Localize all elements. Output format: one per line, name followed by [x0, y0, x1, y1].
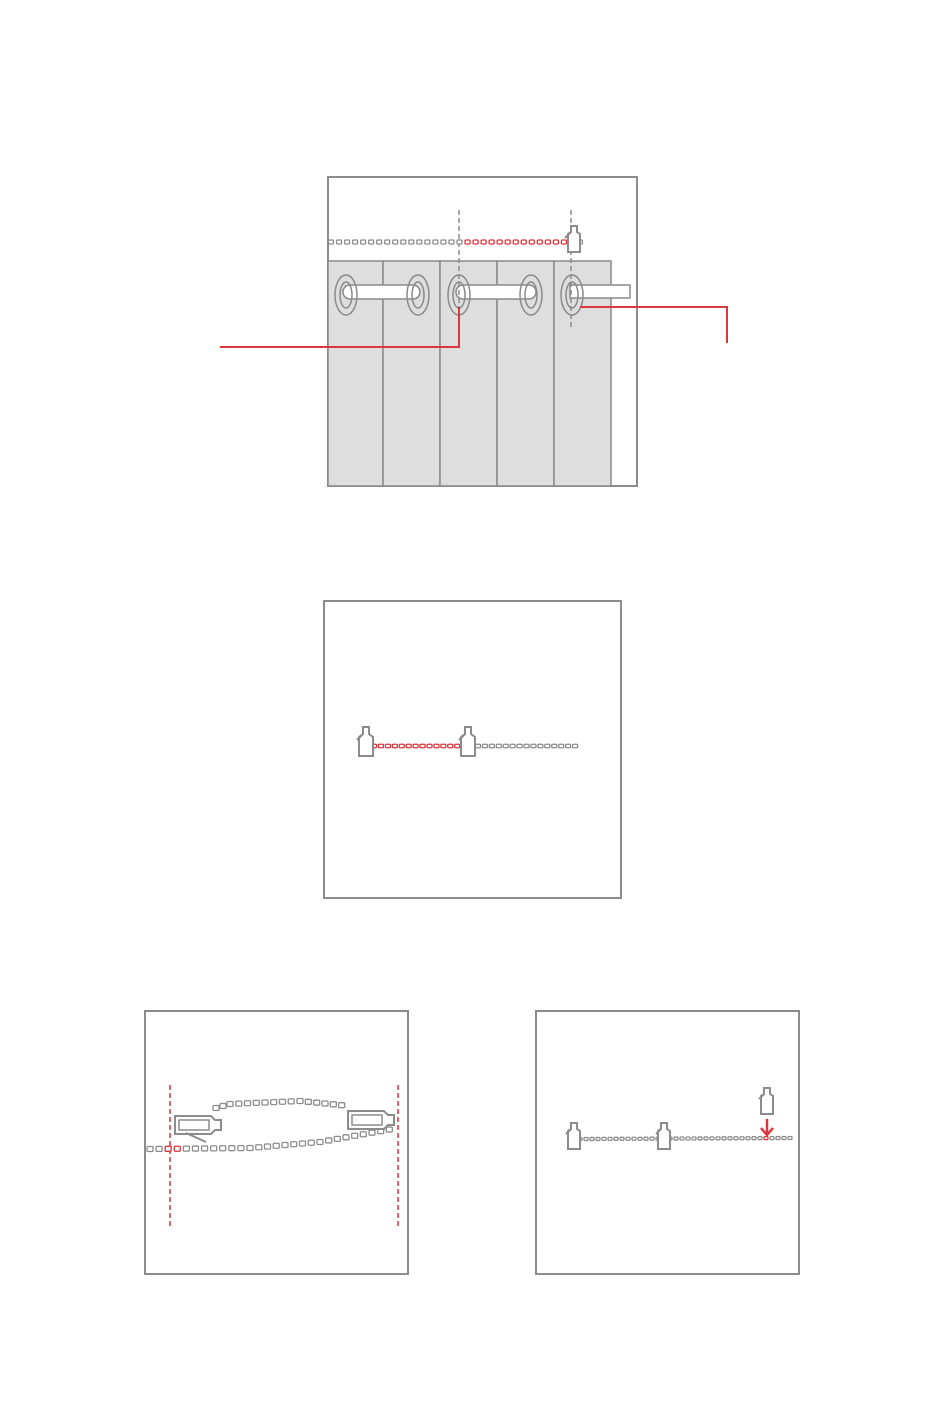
- chain-bead: [262, 1100, 268, 1105]
- chain-loop-diagram: [0, 1000, 450, 1290]
- chain-bead: [626, 1137, 630, 1140]
- chain-bead: [590, 1137, 594, 1140]
- chain-bead: [465, 240, 470, 244]
- chain-bead: [345, 240, 350, 244]
- chain-bead: [280, 1099, 286, 1104]
- add-clip-diagram: [500, 1000, 950, 1290]
- chain-bead: [314, 1100, 320, 1105]
- chain-bead: [256, 1145, 262, 1150]
- chain-bead: [521, 240, 526, 244]
- chain-bead: [369, 240, 374, 244]
- chain-bead: [147, 1147, 153, 1152]
- chain-bead: [529, 240, 534, 244]
- chain-bead: [674, 1137, 678, 1140]
- chain-bead: [537, 240, 542, 244]
- chain-bead: [692, 1137, 696, 1140]
- chain-bead: [229, 1146, 235, 1151]
- chain-bead: [531, 744, 536, 748]
- chain-bead: [385, 240, 390, 244]
- chain-bead: [399, 744, 404, 748]
- chain-bead: [764, 1137, 768, 1140]
- chain-bead: [620, 1137, 624, 1140]
- chain-bead: [455, 744, 460, 748]
- chain-bead: [602, 1137, 606, 1140]
- chain-bead: [752, 1137, 756, 1140]
- chain-bead: [377, 240, 382, 244]
- chain-bead: [385, 744, 390, 748]
- chain-bead: [758, 1137, 762, 1140]
- chain-bead: [427, 744, 432, 748]
- chain-bead: [449, 240, 454, 244]
- chain-bead: [680, 1137, 684, 1140]
- chain-bead: [545, 240, 550, 244]
- chain-bead: [339, 1103, 345, 1108]
- chain-bead: [457, 240, 462, 244]
- chain-bead: [559, 744, 564, 748]
- chain-bead: [517, 744, 522, 748]
- chain-bead: [174, 1146, 180, 1151]
- chain-bead: [401, 240, 406, 244]
- chain-bead: [503, 744, 508, 748]
- chain-bead: [596, 1137, 600, 1140]
- chain-bead: [326, 1138, 332, 1143]
- chain-bead: [378, 744, 383, 748]
- chain-bead: [330, 1102, 336, 1107]
- chain-bead: [584, 1137, 588, 1140]
- chain-bead: [409, 240, 414, 244]
- chain-bead: [265, 1144, 271, 1149]
- chain-bead: [288, 1099, 294, 1104]
- chain-bead: [247, 1146, 253, 1151]
- chain-bead: [552, 744, 557, 748]
- chain-bead: [165, 1146, 171, 1151]
- chain-bead: [716, 1137, 720, 1140]
- chain-bead: [337, 240, 342, 244]
- chain-bead: [553, 240, 558, 244]
- chain-bead: [608, 1137, 612, 1140]
- chain-bead: [245, 1101, 251, 1106]
- chain-bead: [448, 744, 453, 748]
- chain-bead: [334, 1136, 340, 1141]
- curtain-eyelet-diagram: [0, 0, 950, 520]
- chain-bead: [632, 1137, 636, 1140]
- chain-bead: [510, 744, 515, 748]
- chain-bead: [441, 744, 446, 748]
- chain-bead: [513, 240, 518, 244]
- chain-bead: [433, 240, 438, 244]
- chain-bead: [220, 1104, 226, 1109]
- chain-bead: [213, 1106, 219, 1111]
- chain-bead: [420, 744, 425, 748]
- chain-bead: [545, 744, 550, 748]
- chain-bead: [538, 744, 543, 748]
- chain-bead: [353, 240, 358, 244]
- chain-bead: [734, 1137, 738, 1140]
- chain-bead: [297, 1099, 303, 1104]
- chain-bead: [406, 744, 411, 748]
- chain-bead: [343, 1135, 349, 1140]
- chain-bead: [489, 240, 494, 244]
- chain-bead: [496, 744, 501, 748]
- chain-bead: [425, 240, 430, 244]
- chain-bead: [573, 744, 578, 748]
- chain-bead: [329, 240, 334, 244]
- chain-bead: [392, 744, 397, 748]
- curtain-chain-clip-icon: [348, 1111, 394, 1129]
- chain-bead: [369, 1130, 375, 1135]
- chain-bead: [273, 1143, 279, 1148]
- chain-bead: [211, 1146, 217, 1151]
- chain-bead: [434, 744, 439, 748]
- chain-bead: [481, 240, 486, 244]
- chain-bead: [497, 240, 502, 244]
- chain-bead: [505, 240, 510, 244]
- chain-bead: [788, 1137, 792, 1140]
- chain-bead: [352, 1133, 358, 1138]
- chain-bead: [686, 1137, 690, 1140]
- chain-bead: [566, 744, 571, 748]
- chain-bead: [614, 1137, 618, 1140]
- chain-bead: [291, 1142, 297, 1147]
- chain-clip-diagram: [0, 590, 950, 910]
- frame: [145, 1011, 408, 1274]
- chain-bead: [650, 1137, 654, 1140]
- chain-bead: [782, 1137, 786, 1140]
- chain-bead: [360, 1132, 366, 1137]
- chain-bead: [386, 1127, 392, 1132]
- chain-bead: [482, 744, 487, 748]
- chain-bead: [728, 1137, 732, 1140]
- chain-bead: [644, 1137, 648, 1140]
- chain-bead: [722, 1137, 726, 1140]
- chain-bead: [524, 744, 529, 748]
- chain-bead: [473, 240, 478, 244]
- chain-bead: [361, 240, 366, 244]
- chain-bead: [271, 1100, 277, 1105]
- chain-bead: [227, 1102, 233, 1107]
- chain-bead: [476, 744, 481, 748]
- chain-bead: [317, 1140, 323, 1145]
- chain-bead: [561, 240, 566, 244]
- chain-bead: [770, 1137, 774, 1140]
- chain-bead: [413, 744, 418, 748]
- chain-bead: [441, 240, 446, 244]
- chain-bead: [305, 1099, 311, 1104]
- chain-bead: [704, 1137, 708, 1140]
- chain-bead: [308, 1140, 314, 1145]
- chain-bead: [202, 1146, 208, 1151]
- chain-bead: [710, 1137, 714, 1140]
- chain-bead: [220, 1146, 226, 1151]
- chain-bead: [417, 240, 422, 244]
- chain-bead: [740, 1137, 744, 1140]
- chain-bead: [489, 744, 494, 748]
- curtain-chain-clip-icon: [175, 1116, 221, 1134]
- chain-bead: [300, 1141, 306, 1146]
- chain-bead: [192, 1146, 198, 1151]
- chain-bead: [746, 1137, 750, 1140]
- chain-bead: [282, 1143, 288, 1148]
- chain-bead: [322, 1101, 328, 1106]
- chain-bead: [776, 1137, 780, 1140]
- chain-bead: [638, 1137, 642, 1140]
- chain-bead: [236, 1101, 242, 1106]
- curtain-rod: [343, 285, 630, 299]
- chain-bead: [183, 1146, 189, 1151]
- chain-bead: [253, 1100, 259, 1105]
- chain-bead: [238, 1146, 244, 1151]
- chain-bead: [393, 240, 398, 244]
- chain-bead: [698, 1137, 702, 1140]
- chain-bead: [156, 1146, 162, 1151]
